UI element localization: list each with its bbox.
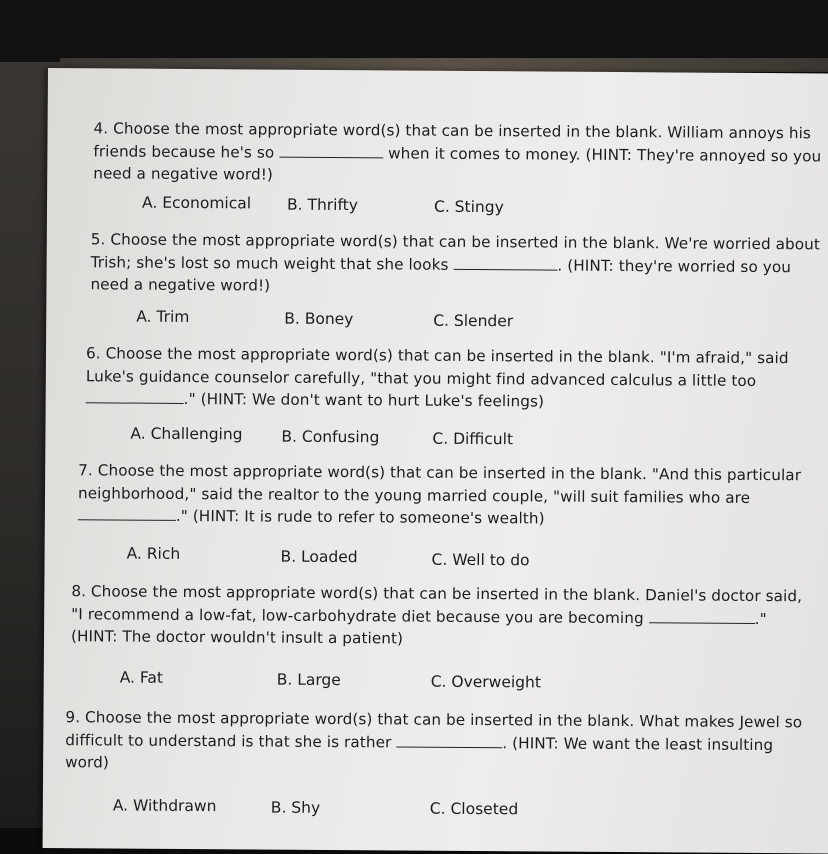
option-a: A. Trim — [136, 307, 190, 326]
worksheet-page — [43, 68, 828, 854]
question-line: word) — [65, 753, 109, 772]
line-text: ." — [754, 609, 767, 628]
question-line: 6. Choose the most appropriate word(s) that can be inserted in the blank. "I'm afraid," said — [85, 344, 789, 368]
line-text: ." (HINT: It is rude to refer to someone's wealth) — [175, 506, 545, 528]
question-6 — [86, 342, 789, 414]
question-line: neighborhood," said the realtor to the young married couple, "will suit families who are — [77, 483, 751, 507]
question-line: (HINT: The doctor wouldn't insult a patient) — [70, 627, 404, 648]
line-text: Trish; she's lost so much weight that she looks — [90, 252, 454, 274]
option-a: A. Economical — [141, 193, 252, 213]
option-b: B. Thrifty — [286, 195, 359, 215]
answer-blank — [78, 505, 176, 521]
question-line: 8. Choose the most appropriate word(s) that can be inserted in the blank. Daniel's doctor said, — [71, 582, 803, 606]
line-text: ." (HINT: We don't want to hurt Luke's feelings) — [183, 389, 545, 411]
question-line: 5. Choose the most appropriate word(s) that can be inserted in the blank. We're worried about — [90, 230, 821, 254]
option-c: C. Closeted — [429, 799, 519, 819]
option-c: C. Stingy — [433, 197, 504, 217]
answer-blank — [453, 254, 557, 270]
line-text: friends because he's so — [93, 141, 280, 162]
line-text: "I recommend a low-fat, low-carbohydrate diet because you are becoming — [71, 604, 649, 627]
option-a: A. Fat — [119, 668, 164, 687]
question-line: need a negative word!) — [93, 164, 274, 184]
photo-background-top — [0, 0, 828, 62]
question-5 — [90, 228, 820, 301]
question-line: 9. Choose the most appropriate word(s) that can be inserted in the blank. What makes Jewel so — [65, 708, 803, 732]
option-a: A. Rich — [126, 544, 181, 563]
question-line: need a negative word!) — [90, 275, 271, 295]
option-c: C. Well to do — [431, 550, 530, 570]
question-line: 7. Choose the most appropriate word(s) that can be inserted in the blank. "And this particular — [78, 461, 802, 485]
question-line: 4. Choose the most appropriate word(s) that can be inserted in the blank. William annoys his — [93, 119, 812, 143]
option-c: C. Slender — [433, 311, 514, 331]
option-b: B. Large — [276, 670, 341, 690]
option-a: A. Withdrawn — [112, 796, 217, 816]
option-b: B. Loaded — [280, 547, 358, 567]
line-text: . (HINT: We want the least insulting — [502, 733, 774, 754]
line-text: difficult to understand is that she is rather — [65, 730, 397, 751]
option-b: B. Confusing — [281, 427, 380, 447]
question-8 — [71, 580, 802, 653]
question-9 — [65, 706, 802, 779]
line-text: when it comes to money. (HINT: They're annoyed so you — [383, 143, 822, 165]
answer-blank — [649, 608, 755, 624]
answer-blank — [279, 142, 383, 158]
option-c: C. Difficult — [432, 429, 514, 449]
option-b: B. Shy — [270, 798, 321, 817]
question-7 — [78, 459, 801, 532]
option-a: A. Challenging — [130, 424, 243, 444]
option-b: B. Boney — [284, 309, 354, 329]
answer-blank — [86, 388, 184, 404]
line-text: . (HINT: they're worried so you — [557, 256, 792, 276]
question-line: Luke's guidance counselor carefully, "that you might find advanced calculus a little too — [85, 366, 757, 390]
answer-blank — [396, 732, 502, 748]
option-c: C. Overweight — [430, 672, 542, 692]
question-4 — [93, 117, 821, 190]
